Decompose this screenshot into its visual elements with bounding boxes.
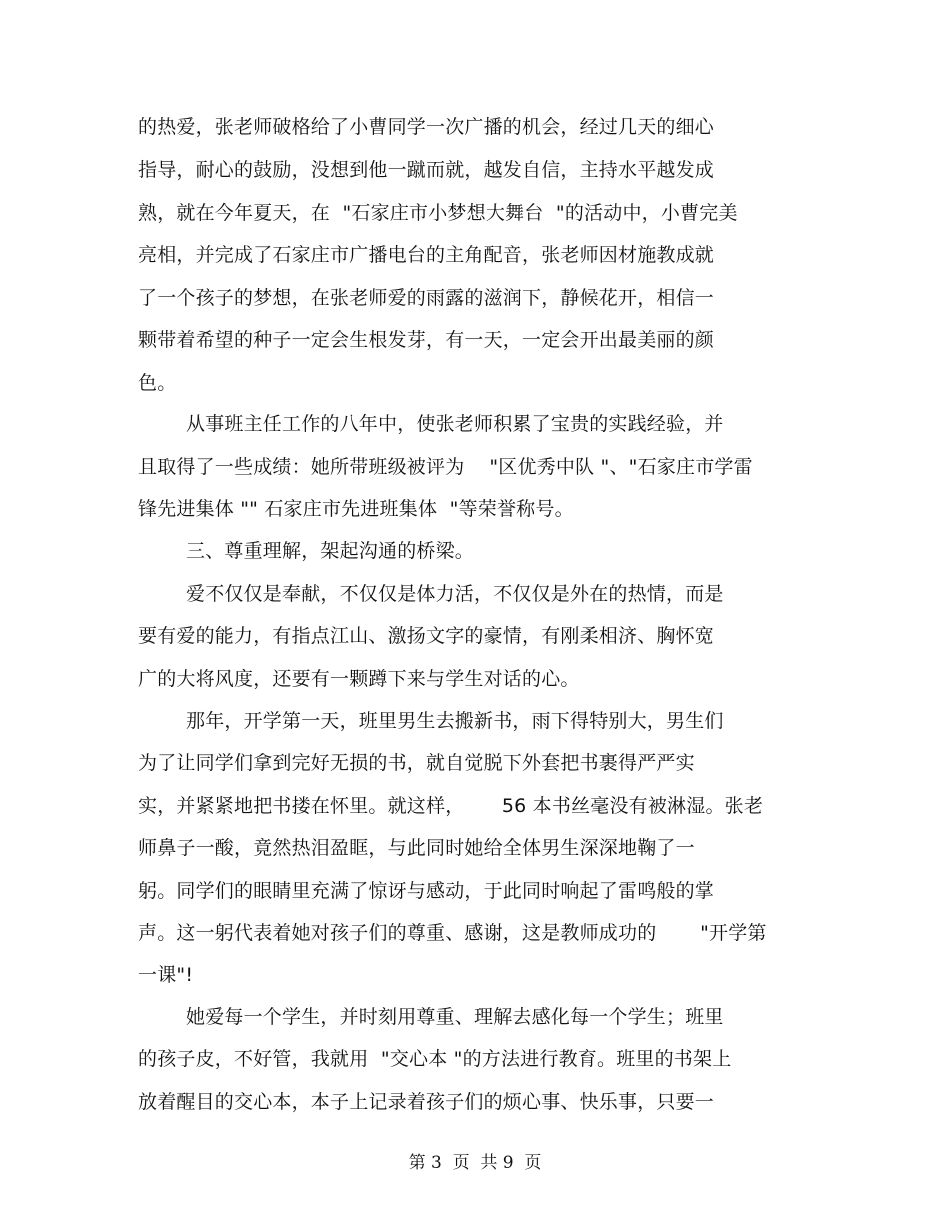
text-line: 一课"! [138, 964, 194, 986]
text-line: 广的大将风度，还要有一颗蹲下来与学生对话的心。 [138, 668, 580, 690]
page-number-footer: 第 3 页 共 9 页 [408, 1153, 542, 1173]
section-heading: 三、尊重理解，架起沟通的桥梁。 [186, 540, 475, 562]
text-line: 师鼻子一酸，竟然热泪盈眶，与此同时她给全体男生深深地鞠了一 [138, 837, 695, 859]
paragraph-first-line: 她爱每一个学生，并时刻用尊重、理解去感化每一个学生；班里 [186, 1006, 724, 1028]
text-line: 色。 [138, 372, 177, 394]
paragraph-first-line: 那年，开学第一天，班里男生去搬新书，雨下得特别大，男生们 [186, 710, 724, 732]
text-line: 熟，就在今年夏天，在 "石家庄市小梦想大舞台 "的活动中，小曹完美 [138, 202, 738, 224]
text-line: 亮相，并完成了石家庄市广播电台的主角配音，张老师因材施教成就 [138, 244, 715, 266]
text-line: 躬。同学们的眼睛里充满了惊讶与感动，于此同时响起了雷鸣般的掌 [138, 880, 715, 902]
text-line: 的孩子皮，不好管，我就用 "交心本 "的方法进行教育。班里的书架上 [138, 1048, 732, 1070]
text-line: 指导，耐心的鼓励，没想到他一蹴而就，越发自信，主持水平越发成 [138, 159, 715, 181]
text-line: 的热爱，张老师破格给了小曹同学一次广播的机会，经过几天的细心 [138, 116, 715, 138]
text-line: 放着醒目的交心本，本子上记录着孩子们的烦心事、快乐事，只要一 [138, 1091, 715, 1113]
text-line: 为了让同学们拿到完好无损的书，就自觉脱下外套把书裹得严严实 [138, 752, 695, 774]
paragraph-first-line: 爱不仅仅是奉献，不仅仅是体力活，不仅仅是外在的热情，而是 [186, 583, 724, 605]
text-line: 要有爱的能力，有指点江山、激扬文字的豪情，有刚柔相济、胸怀宽 [138, 625, 715, 647]
text-line: 且取得了一些成绩：她所带班级被评为 "区优秀中队 "、"石家庄市学雷 [138, 456, 753, 478]
text-line: 了一个孩子的梦想，在张老师爱的雨露的滋润下，静候花开，相信一 [138, 287, 715, 309]
text-line: 颗带着希望的种子一定会生根发芽，有一天，一定会开出最美丽的颜 [138, 329, 715, 351]
text-line: 实，并紧紧地把书搂在怀里。就这样， 56 本书丝毫没有被淋湿。张老 [138, 795, 764, 817]
text-line: 声。这一躬代表着她对孩子们的尊重、感谢，这是教师成功的 "开学第 [138, 922, 767, 944]
text-line: 锋先进集体 "" 石家庄市先进班集体 "等荣誉称号。 [138, 498, 574, 520]
paragraph-first-line: 从事班主任工作的八年中，使张老师积累了宝贵的实践经验，并 [186, 413, 724, 435]
